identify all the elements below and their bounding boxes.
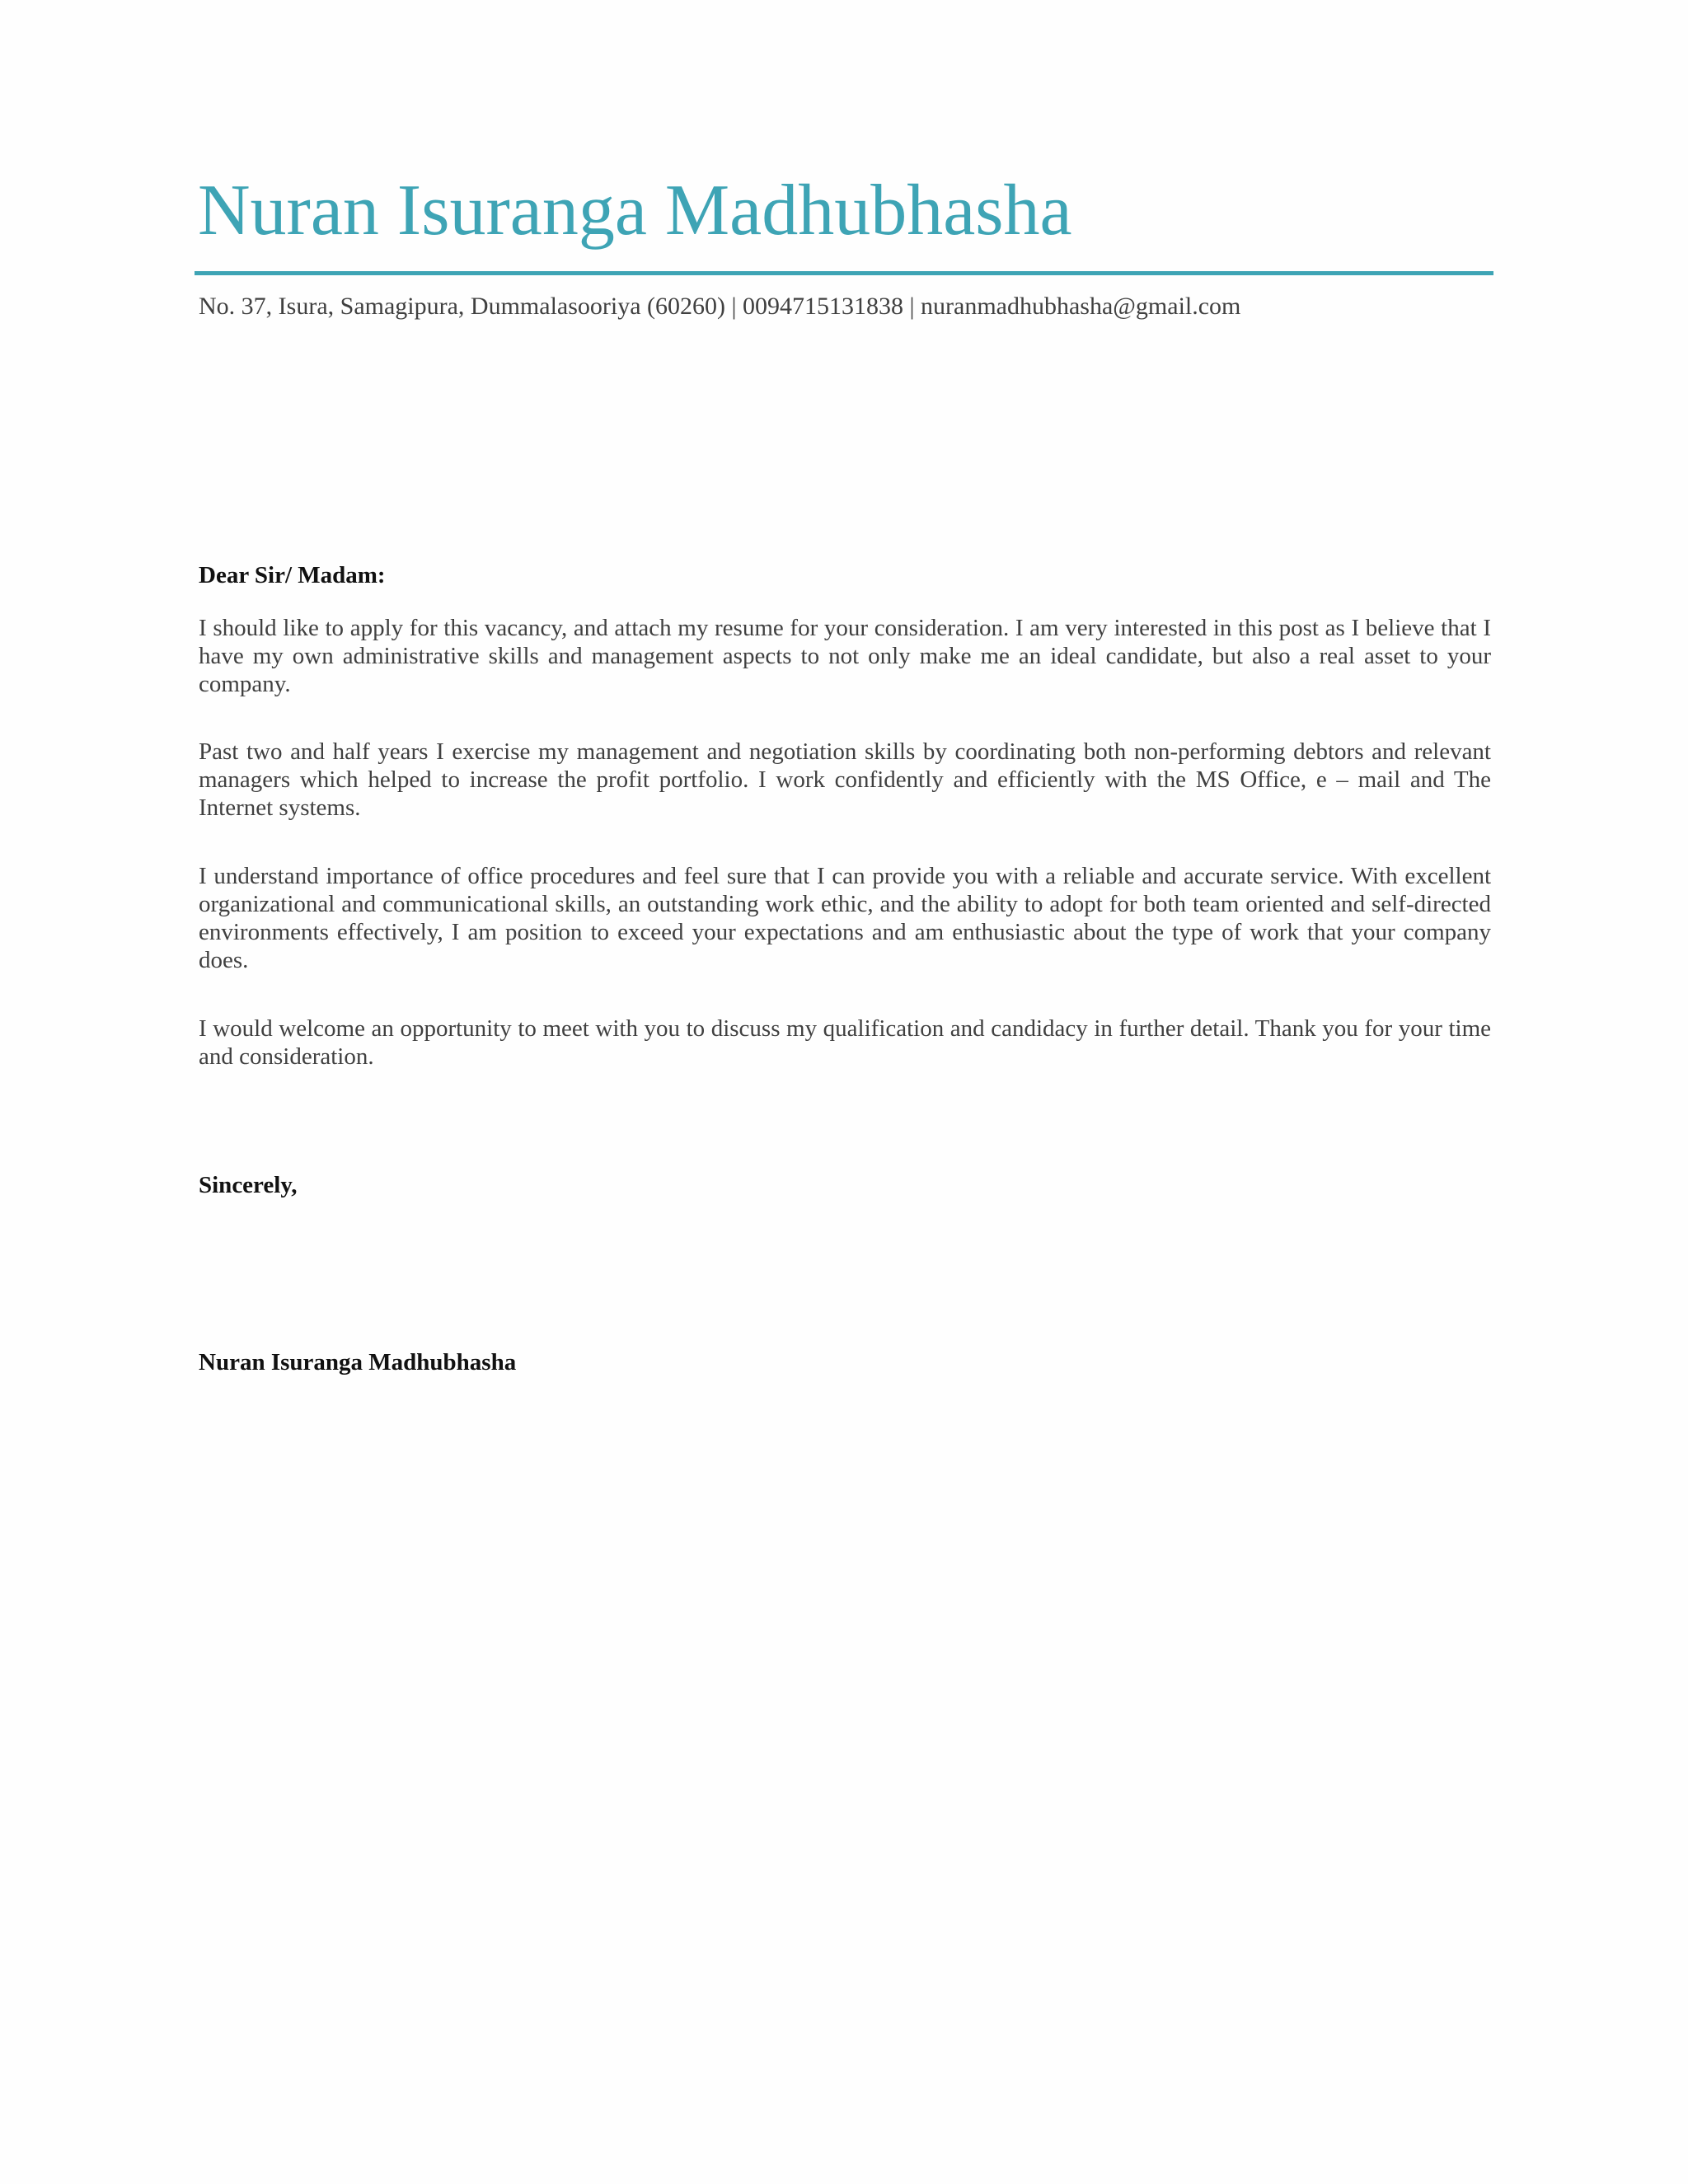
applicant-name-heading: Nuran Isuranga Madhubhasha xyxy=(198,171,1072,251)
closing-phrase: Sincerely, xyxy=(199,1172,298,1198)
header-divider xyxy=(195,271,1493,275)
signature-name: Nuran Isuranga Madhubhasha xyxy=(199,1349,517,1376)
paragraph-experience: Past two and half years I exercise my management and negotiation skills by coordinating both non-performing debtors and relevant managers which helped to increase the profit portfolio. I work confidently and efficiently with the MS Office, e – mail and The Internet systems. xyxy=(199,738,1491,821)
salutation: Dear Sir/ Madam: xyxy=(199,562,386,588)
contact-line: No. 37, Isura, Samagipura, Dummalasooriya (60260) | 0094715131838 | nuranmadhubhasha@gmail.com xyxy=(199,293,1241,320)
paragraph-closing-remarks: I would welcome an opportunity to meet with you to discuss my qualification and candidacy in further detail. Thank you for your time and consideration. xyxy=(199,1015,1491,1070)
paragraph-application: I should like to apply for this vacancy, and attach my resume for your consideration. I am very interested in this post as I believe that I have my own administrative skills and management aspects to not only make me an ideal candidate, but also a real asset to your company. xyxy=(199,615,1491,697)
paragraph-skills: I understand importance of office procedures and feel sure that I can provide you with a reliable and accurate service. With excellent organizational and communicational skills, an outstanding work ethic, and the ability to adopt for both team oriented and self-directed environments effectively, I am position to exceed your expectations and am enthusiastic about the type of work that your company does. xyxy=(199,863,1491,973)
